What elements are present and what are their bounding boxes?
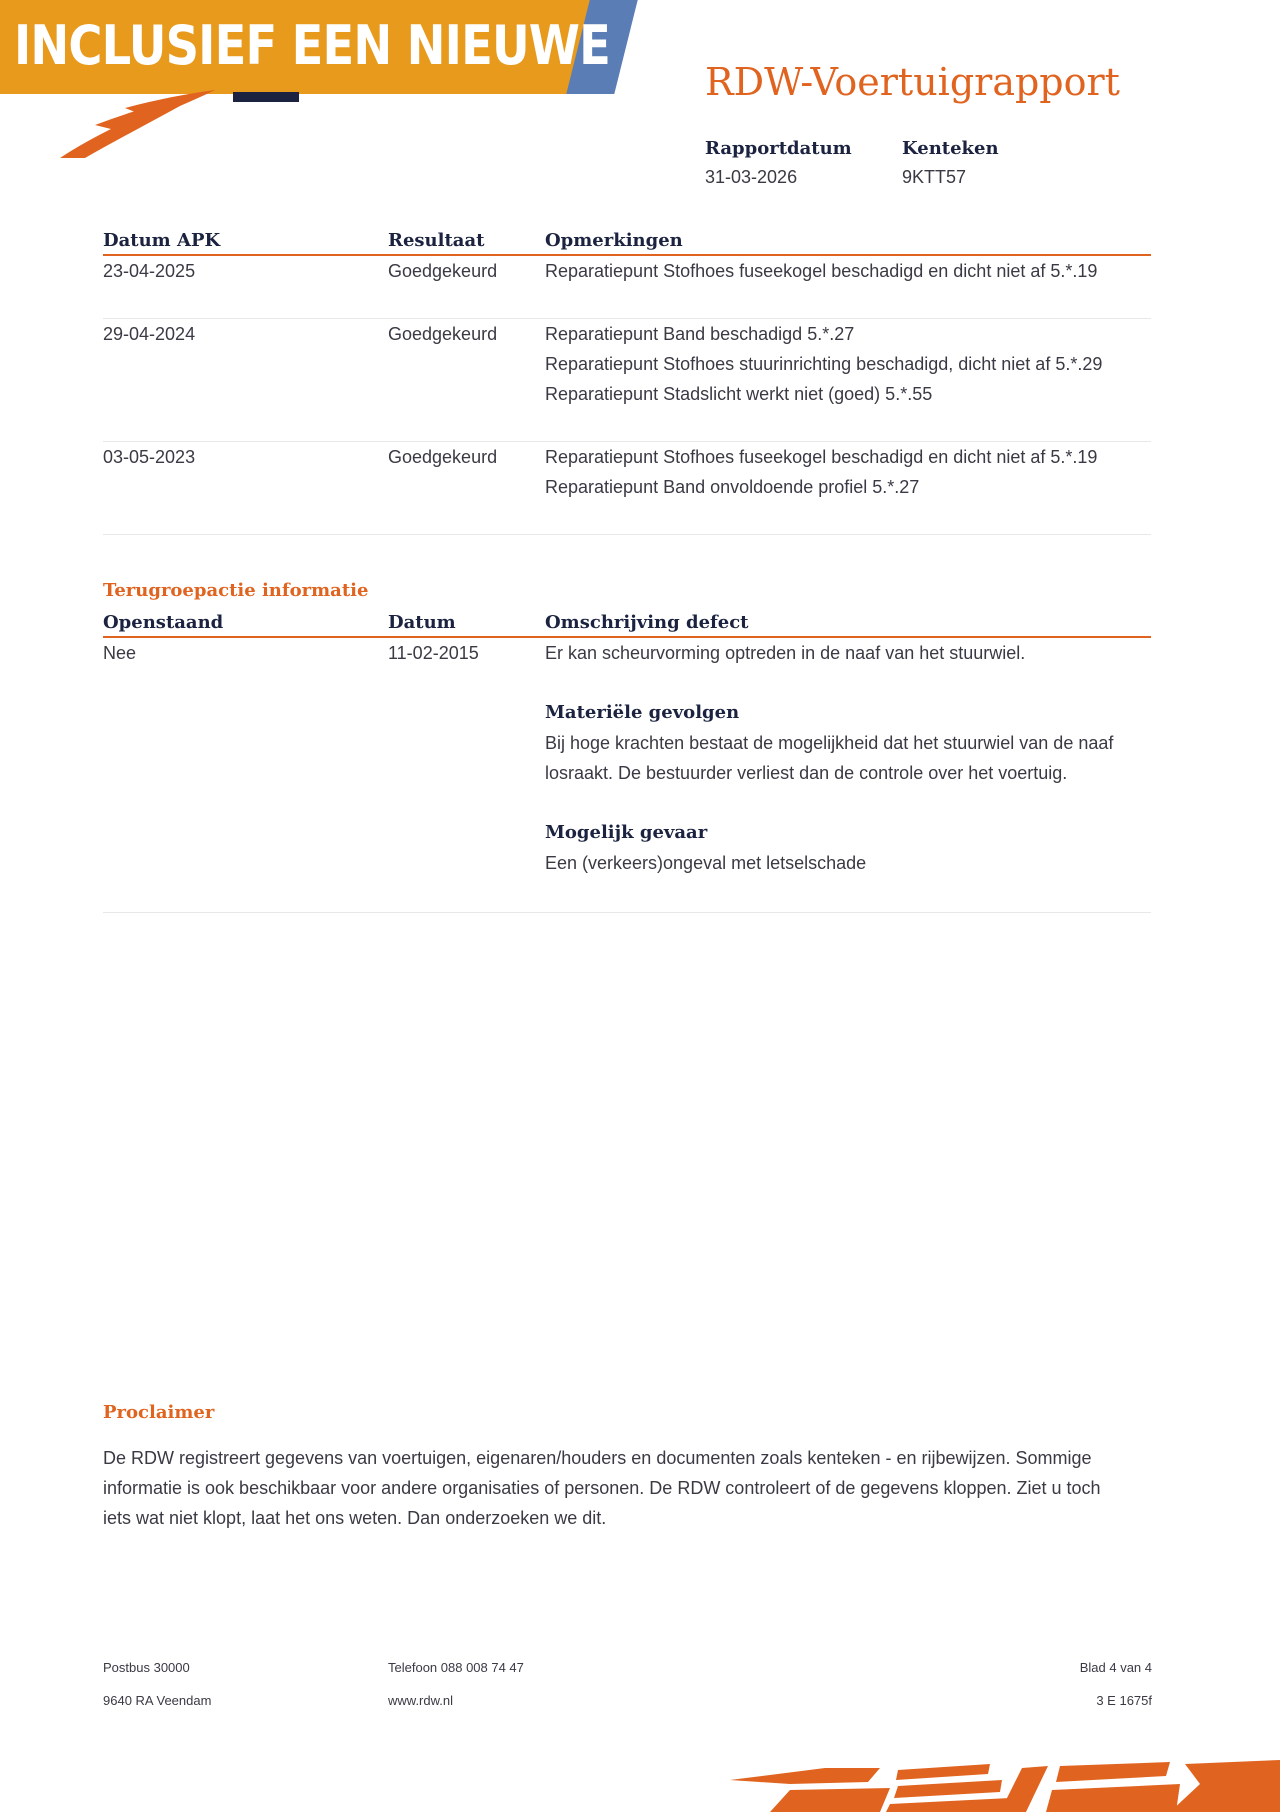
apk-remarks — [545, 442, 1135, 502]
recall-table — [103, 606, 1151, 913]
table-row — [103, 256, 1151, 319]
apk-header-remarks: Opmerkingen — [545, 230, 683, 251]
recall-title: Terugroepactie informatie — [103, 580, 369, 601]
recall-defect: Er kan scheurvorming optreden in de naaf van het stuurwiel. — [545, 643, 1026, 663]
table-row — [103, 319, 1151, 442]
footer-phone: Telefoon 088 008 74 47 — [388, 1660, 524, 1675]
decorative-stripes — [730, 1760, 1280, 1812]
report-date-label: Rapportdatum — [705, 138, 852, 159]
footer-code: 3 E 1675f — [1096, 1693, 1152, 1708]
report-title: RDW-Voertuigrapport — [705, 60, 1120, 104]
rdw-logo — [55, 80, 315, 160]
remark: Reparatiepunt Stadslicht werkt niet (goed) 5.*.55 — [545, 384, 933, 404]
recall-details — [545, 638, 1135, 878]
recall-table-header — [103, 606, 1151, 638]
footer-address2: 9640 RA Veendam — [103, 1693, 212, 1708]
remark: Reparatiepunt Band beschadigd 5.*.27 — [545, 324, 855, 344]
remark: Reparatiepunt Stofhoes stuurinrichting beschadigd, dicht niet af 5.*.29 — [545, 354, 1103, 374]
remark: Reparatiepunt Band onvoldoende profiel 5.*.27 — [545, 477, 920, 497]
proclaimer-text: De RDW registreert gegevens van voertuigen, eigenaren/houders en documenten zoals kenteken - en rijbewijzen. Sommige informatie is ook beschikbaar voor andere organisaties of personen. De RDW controleert of de gegevens kloppen. Ziet u toch iets wat niet klopt, laat het ons weten. Dan onderzoeken we dit. — [103, 1448, 1101, 1528]
apk-table — [103, 224, 1151, 535]
footer-address1: Postbus 30000 — [103, 1660, 190, 1675]
footer-web: www.rdw.nl — [388, 1693, 454, 1708]
remark: Reparatiepunt Stofhoes fuseekogel beschadigd en dicht niet af 5.*.19 — [545, 261, 1098, 281]
recall-header-date: Datum — [388, 612, 456, 633]
apk-result: Goedgekeurd — [388, 261, 498, 281]
apk-date: 03-05-2023 — [103, 447, 196, 467]
table-row — [103, 638, 1151, 913]
plate-block — [902, 138, 999, 188]
recall-header-defect: Omschrijving defect — [545, 612, 749, 633]
apk-date: 29-04-2024 — [103, 324, 196, 344]
table-row — [103, 442, 1151, 535]
recall-date: 11-02-2015 — [388, 643, 479, 663]
plate-value: 9KTT57 — [902, 167, 967, 187]
banner-text: INCLUSIEF EEN NIEUWE APK — [14, 14, 729, 77]
apk-table-header — [103, 224, 1151, 256]
recall-open: Nee — [103, 643, 137, 663]
material-title: Materiële gevolgen — [545, 702, 740, 723]
material-text: Bij hoge krachten bestaat de mogelijkheid dat het stuurwiel van de naaf losraakt. De bestuurder verliest dan de controle over het voertuig. — [545, 733, 1114, 783]
remark: Reparatiepunt Stofhoes fuseekogel beschadigd en dicht niet af 5.*.19 — [545, 447, 1098, 467]
footer-page: Blad 4 van 4 — [1079, 1660, 1152, 1675]
plate-label: Kenteken — [902, 138, 999, 159]
report-date-block — [705, 138, 852, 188]
apk-remarks — [545, 319, 1135, 409]
apk-remarks — [545, 256, 1135, 286]
recall-header-open: Openstaand — [103, 612, 224, 633]
apk-header-date: Datum APK — [103, 230, 221, 251]
proclaimer-title: Proclaimer — [103, 1402, 215, 1423]
apk-date: 23-04-2025 — [103, 261, 196, 281]
apk-result: Goedgekeurd — [388, 324, 498, 344]
apk-result: Goedgekeurd — [388, 447, 498, 467]
report-date-value: 31-03-2026 — [705, 167, 798, 187]
danger-title: Mogelijk gevaar — [545, 822, 708, 843]
danger-text: Een (verkeers)ongeval met letselschade — [545, 853, 867, 873]
apk-header-result: Resultaat — [388, 230, 485, 251]
